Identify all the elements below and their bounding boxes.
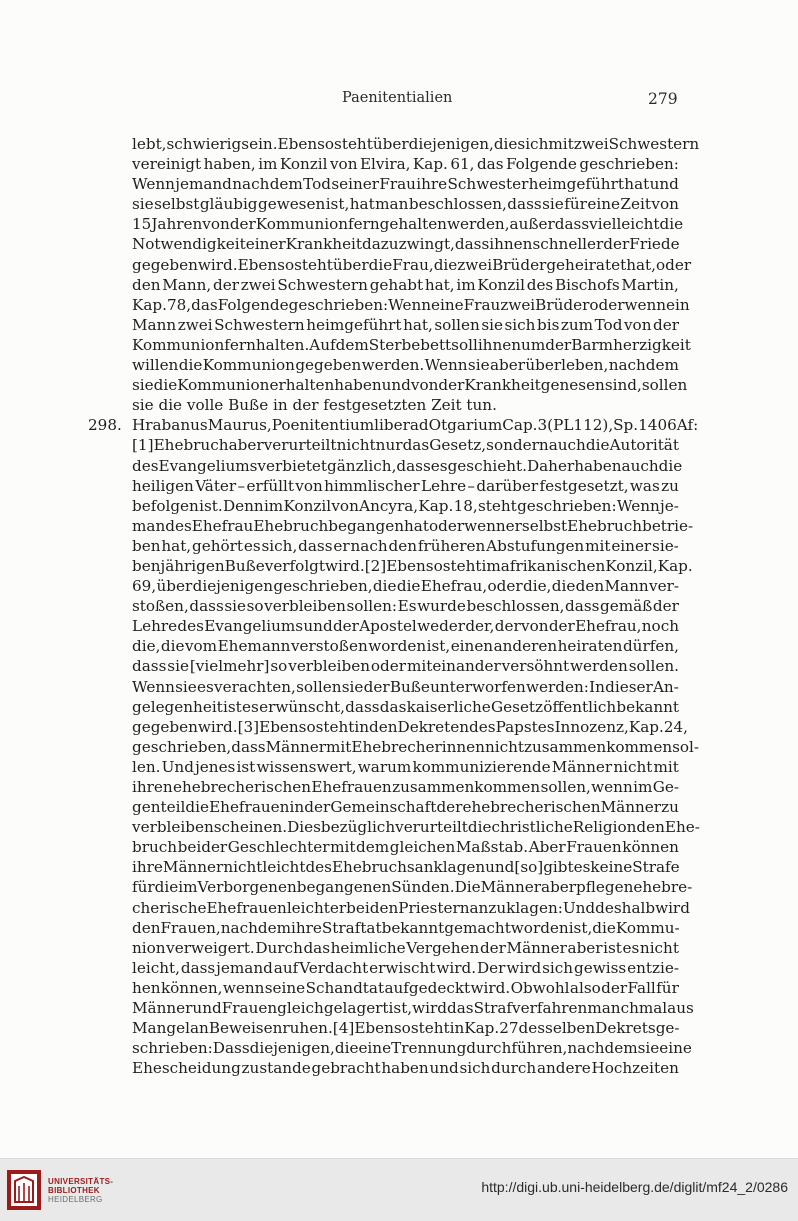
text-line: den Frauen, nachdem ihre Straftat bekannt gemacht worden ist, die Kommu-	[132, 918, 680, 937]
viewer-footer	[0, 1158, 798, 1221]
library-name	[48, 1177, 113, 1204]
text-line: Kap. 78, das Folgende geschrieben: Wenn eine Frau zwei Brüder oder wenn ein	[132, 295, 690, 314]
running-head	[0, 90, 798, 112]
text-line: hen können, wenn seine Schandtat aufgedeckt wird. Obwohl also der Fall für	[132, 978, 679, 997]
text-line: sie selbst gläubig gewesen ist, hat man beschlossen, dass sie für eine Zeit von	[132, 195, 679, 214]
text-line: dass sie [vielmehr] so verbleiben oder miteinander versöhnt werden sollen.	[132, 657, 679, 676]
text-line: Kommunion fernhalten. Auf dem Sterbebett soll ihnen um der Barmherzigkeit	[132, 335, 691, 354]
text-line: 69, über diejenigen geschrieben, die die Ehefrau, oder die, die den Mann ver-	[132, 577, 679, 596]
text-line: befolgen ist. Denn im Konzil von Ancyra, Kap. 18, steht geschrieben: Wenn je-	[132, 496, 679, 515]
text-line: Wenn jemand nach dem Tod seiner Frau ihre Schwester heimgeführt hat und	[132, 175, 679, 194]
text-line: len. Und jenes ist wissenswert, warum kommunizierende Männer nicht mit	[132, 757, 679, 776]
running-title: Paenitentialien	[342, 90, 453, 106]
text-line: [1] Ehebruch aber verurteilt nicht nur das Gesetz, sondern auch die Autorität	[132, 436, 679, 455]
library-logo[interactable]	[6, 1167, 136, 1213]
library-name-line-1: UNIVERSITÄTS-	[48, 1177, 114, 1186]
text-line: bruch beider Geschlechter mit dem gleichen Maßstab. Aber Frauen können	[132, 838, 679, 857]
text-line: heiligen Väter – erfüllt von himmlischer Lehre – darüber festgesetzt, was zu	[132, 476, 679, 495]
text-line: gegeben wird. Ebenso steht über die Frau, die zwei Brüder geheiratet hat, oder	[132, 255, 692, 274]
library-name-line-3: HEIDELBERG	[48, 1195, 103, 1204]
text-line: genteil die Ehefrauen in der Gemeinschaft der ehebrecherischen Männer zu	[132, 798, 679, 817]
library-name-line-2: BIBLIOTHEK	[48, 1186, 100, 1195]
text-line: Notwendigkeit einer Krankheit dazu zwingt, dass ihnen schneller der Friede	[132, 235, 680, 254]
text-line: vereinigt haben, im Konzil von Elvira, Kap. 61, das Folgende geschrieben:	[132, 155, 679, 174]
text-line: lebt, schwierig sein. Ebenso steht über diejenigen, die sich mit zwei Schwestern	[132, 135, 700, 153]
text-line: schrieben: Dass diejenigen, die eine Trennung durchführen, nachdem sie eine	[132, 1039, 692, 1058]
text-line: die, die vom Ehemann verstoßen worden ist, einen anderen heiraten dürfen,	[132, 637, 679, 656]
text-line: Wenn sie es verachten, sollen sie der Buße unterworfen werden: In dieser An-	[132, 677, 679, 696]
text-line: Hrabanus Maurus, Poenitentium liber ad Otgarium Cap. 3 (PL 112), Sp. 1406Af:	[132, 416, 699, 435]
text-line: sie die volle Buße in der festgesetzten Zeit tun.	[132, 396, 497, 415]
page-permalink[interactable]: http://digi.ub.uni-heidelberg.de/diglit/mf24_2/0286	[481, 1179, 788, 1195]
text-line: ben hat, gehört es sich, dass er nach den früheren Abstufungen mit einer sie-	[132, 536, 679, 555]
text-line: gegeben wird. [3] Ebenso steht in den Dekreten des Papstes Innozenz, Kap. 24,	[132, 717, 688, 736]
text-line: stoßen, dass sie so verbleiben sollen: Es wurde beschlossen, dass gemäß der	[132, 597, 679, 616]
text-line: benjährigen Buße verfolgt wird. [2] Ebenso steht im afrikanischen Konzil, Kap.	[132, 556, 693, 575]
text-line: Lehre des Evangeliums und der Apostel weder der, der von der Ehefrau, noch	[132, 617, 679, 636]
entry-number: 298.	[88, 416, 122, 435]
text-line: mandes Ehefrau Ehebruch begangen hat oder wenn er selbst Ehebruch betrie-	[132, 516, 694, 535]
text-line: Mangel an Beweisen ruhen. [4] Ebenso steht in Kap. 27 desselben Dekrets ge-	[132, 1019, 680, 1038]
text-line: willen die Kommunion gegeben werden. Wenn sie aber überleben, nachdem	[132, 356, 679, 375]
text-line: Ehescheidung zustande gebracht haben und sich durch andere Hochzeiten	[132, 1059, 679, 1078]
text-line: ihre Männer nicht leicht des Ehebruchs anklagen und [so] gibt es keine Strafe	[132, 858, 680, 877]
text-line: Mann zwei Schwestern heimgeführt hat, sollen sie sich bis zum Tod von der	[132, 315, 679, 334]
text-line: verbleiben scheinen. Diesbezüglich verurteilt die christliche Religion den Ehe-	[132, 818, 700, 837]
text-line: den Mann, der zwei Schwestern gehabt hat, im Konzil des Bischofs Martin,	[132, 275, 679, 294]
text-line: leicht, dass jemand auf Verdacht erwischt wird. Der wird sich gewiss entzie-	[132, 958, 679, 977]
text-line: geschrieben, dass Männer mit Ehebrecherinnen nicht zusammenkommen sol-	[132, 737, 700, 756]
text-line: sie die Kommunion erhalten haben und von der Krankheit genesen sind, sollen	[132, 376, 688, 395]
body-text	[88, 134, 700, 1078]
text-line: nion verweigert. Durch das heimliche Vergehen der Männer aber ist es nicht	[132, 938, 679, 957]
text-line: 15 Jahren von der Kommunion ferngehalten werden, außer dass vielleicht die	[132, 215, 684, 234]
text-line: gelegenheit ist es erwünscht, dass das kaiserliche Gesetz öffentlich bekannt	[132, 697, 679, 716]
text-line: für die im Verborgenen begangenen Sünden. Die Männer aber pflegen ehebre-	[132, 878, 693, 897]
text-line: Männer und Frauen gleich gelagert ist, wird das Strafverfahren manchmal aus	[132, 999, 694, 1018]
library-seal-icon	[6, 1169, 42, 1211]
page-number: 279	[648, 90, 678, 108]
text-line: cherische Ehefrauen leichter bei den Priestern anzuklagen: Und deshalb wird	[132, 898, 690, 917]
text-line: des Evangeliums verbietet gänzlich, dass es geschieht. Daher haben auch die	[132, 456, 683, 475]
text-line: ihren ehebrecherischen Ehefrauen zusammenkommen sollen, wenn im Ge-	[132, 778, 679, 796]
